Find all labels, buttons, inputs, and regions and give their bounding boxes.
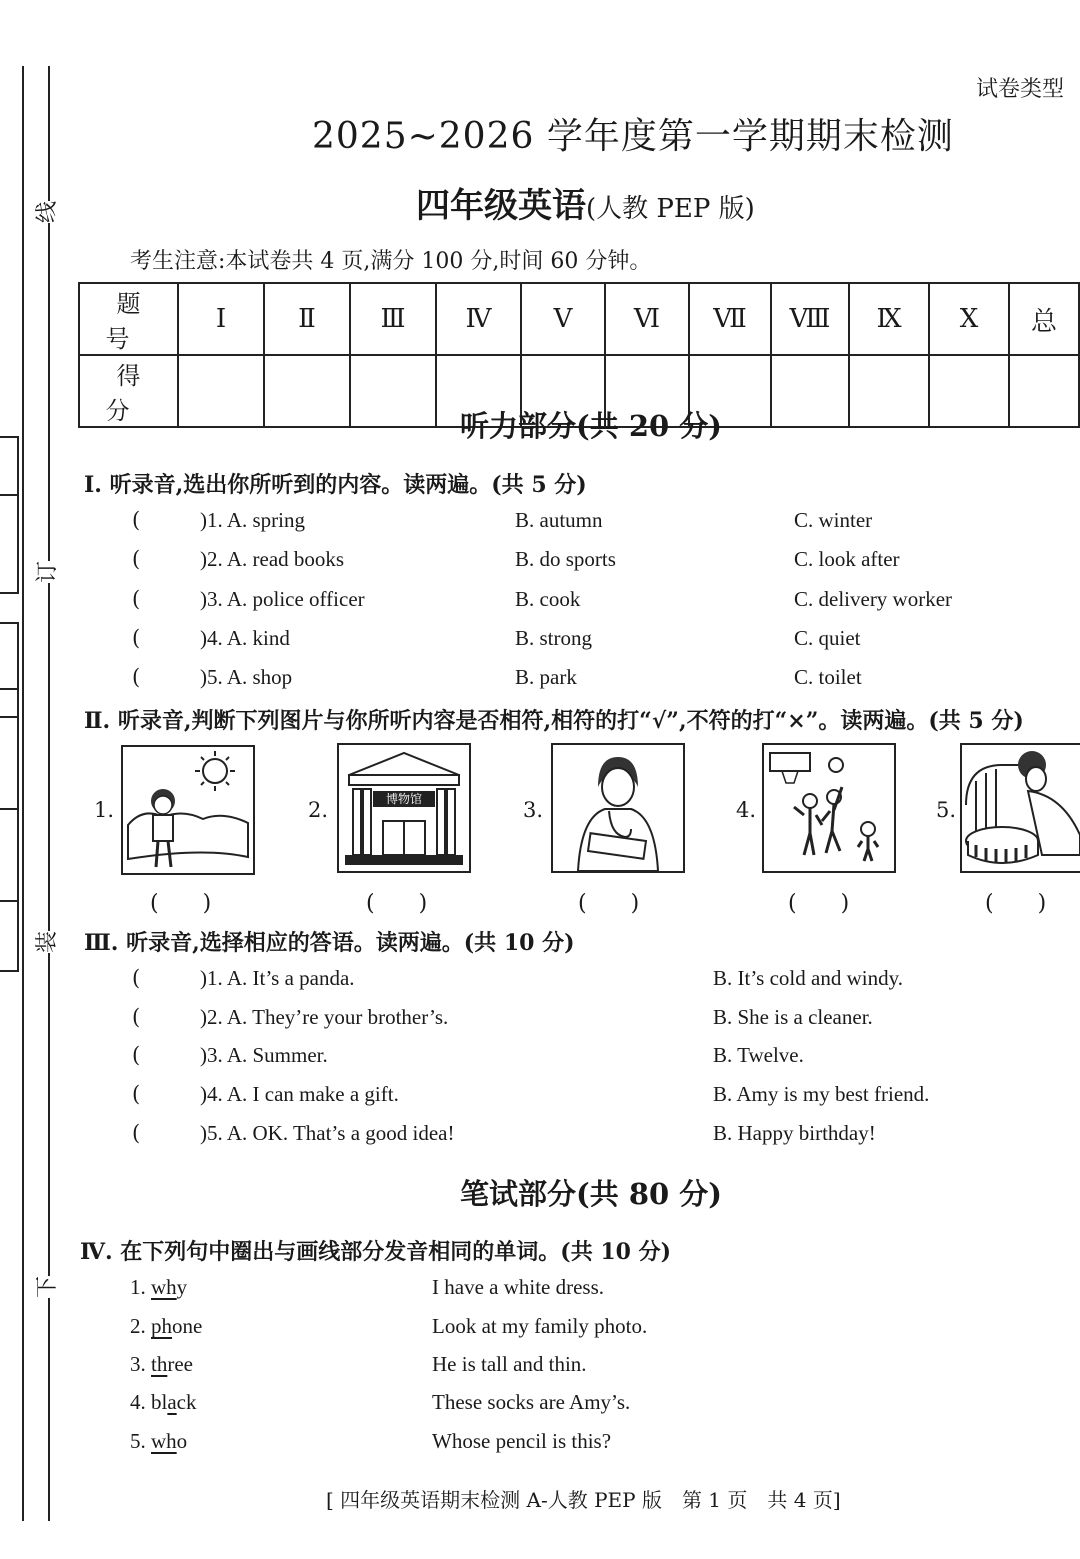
- answer-blank[interactable]: ( ): [578, 891, 640, 916]
- score-col-header: Ⅳ: [436, 283, 521, 355]
- q1-item-b: B. park: [515, 665, 577, 689]
- q1-item-a: )1. A. spring: [200, 508, 305, 532]
- answer-paren: (: [132, 966, 141, 990]
- underlined-letters: ph: [151, 1314, 172, 1338]
- score-table-header-row: [79, 283, 1079, 355]
- q3-item-a: )1. A. It’s a panda.: [200, 966, 355, 990]
- q1-item-b: B. cook: [515, 587, 581, 611]
- margin-box: [0, 622, 19, 692]
- q3-item-b: B. She is a cleaner.: [713, 1005, 873, 1029]
- margin-box: [0, 900, 19, 972]
- picture-number: 1.: [94, 798, 115, 822]
- answer-paren: (: [132, 1043, 141, 1067]
- page-title: 2025~2026 学年度第一学期期末检测: [312, 116, 954, 157]
- q3-item-a: )5. A. OK. That’s a good idea!: [200, 1121, 455, 1145]
- museum-sign: 博物馆: [385, 792, 422, 806]
- score-cell[interactable]: [350, 355, 436, 427]
- score-col-header: Ⅵ: [605, 283, 689, 355]
- listening-section-title: 听力部分(共 20 分): [460, 409, 722, 443]
- exam-type-label: 试卷类型: [976, 77, 1065, 102]
- score-col-total: 总: [1009, 283, 1079, 355]
- q3-item-a: )4. A. I can make a gift.: [200, 1082, 399, 1106]
- underlined-letters: wh: [151, 1275, 177, 1299]
- q1-item-b: B. autumn: [515, 508, 603, 532]
- score-label: 得 分: [79, 355, 178, 427]
- q3-title: Ⅲ. 听录音,选择相应的答语。读两遍。(共 10 分): [84, 930, 575, 956]
- writing-section-title: 笔试部分(共 80 分): [460, 1177, 722, 1211]
- score-cell[interactable]: [929, 355, 1009, 427]
- answer-paren: (: [132, 1082, 141, 1106]
- score-cell[interactable]: [849, 355, 929, 427]
- score-col-header: Ⅹ: [929, 283, 1009, 355]
- margin-line-inner: [48, 66, 50, 1521]
- q4-title: Ⅳ. 在下列句中圈出与画线部分发音相同的单词。(共 10 分): [80, 1239, 672, 1265]
- margin-label-zhuang: 装: [35, 930, 61, 954]
- answer-blank[interactable]: ( ): [788, 891, 850, 916]
- q4-sentence[interactable]: I have a white dress.: [432, 1275, 605, 1299]
- q3-item-a: )2. A. They’re your brother’s.: [200, 1005, 449, 1029]
- score-col-header: Ⅶ: [689, 283, 771, 355]
- doctor-icon: [551, 743, 685, 873]
- q4-word: 1. why: [130, 1275, 188, 1299]
- q1-item-b: B. do sports: [515, 547, 616, 571]
- q4-word: 4. black: [130, 1390, 197, 1414]
- score-col-header: Ⅴ: [521, 283, 605, 355]
- q4-sentence[interactable]: These socks are Amy’s.: [432, 1390, 631, 1414]
- underlined-letters: th: [151, 1352, 168, 1376]
- page-footer: [ 四年级英语期末检测 A-人教 PEP 版 第 1 页 共 4 页]: [326, 1488, 841, 1512]
- edition-label: (人教 PEP 版): [586, 194, 755, 224]
- museum-building-icon: [337, 743, 471, 873]
- q1-item-a: )3. A. police officer: [200, 587, 365, 611]
- q4-word: 5. who: [130, 1429, 188, 1453]
- woman-cooking-icon: [960, 743, 1080, 873]
- q1-item-c: C. winter: [794, 508, 873, 532]
- picture-number: 2.: [308, 798, 329, 822]
- q1-item-c: C. toilet: [794, 665, 862, 689]
- score-cell[interactable]: [264, 355, 350, 427]
- answer-paren: (: [132, 508, 141, 532]
- score-col-header: Ⅸ: [849, 283, 929, 355]
- q4-sentence[interactable]: He is tall and thin.: [432, 1352, 587, 1376]
- q2-title: Ⅱ. 听录音,判断下列图片与你所听内容是否相符,相符的打“√”,不符的打“×”。读两遍。(共 5 分): [84, 708, 1024, 734]
- answer-paren: (: [132, 1121, 141, 1145]
- kids-basketball-icon: [762, 743, 896, 873]
- q1-item-c: C. quiet: [794, 626, 861, 650]
- picture-number: 3.: [523, 798, 544, 822]
- underlined-letters: a: [167, 1390, 177, 1414]
- q4-sentence[interactable]: Look at my family photo.: [432, 1314, 648, 1338]
- picture-number: 4.: [736, 798, 757, 822]
- margin-line-outer: [22, 66, 24, 1521]
- q3-item-a: )3. A. Summer.: [200, 1043, 328, 1067]
- exam-notice: 考生注意:本试卷共 4 页,满分 100 分,时间 60 分钟。: [130, 249, 652, 274]
- subject-title: [416, 178, 755, 227]
- answer-paren: (: [132, 587, 141, 611]
- q1-item-c: C. look after: [794, 547, 900, 571]
- margin-box: [0, 494, 19, 594]
- answer-paren: (: [132, 665, 141, 689]
- score-col-header: Ⅷ: [771, 283, 849, 355]
- underlined-letters: wh: [151, 1429, 177, 1453]
- margin-box: [0, 716, 19, 812]
- q4-word: 3. three: [130, 1352, 193, 1376]
- answer-blank[interactable]: ( ): [366, 891, 428, 916]
- margin-label-ding: 订: [35, 560, 61, 584]
- score-col-header: Ⅲ: [350, 283, 436, 355]
- subject-name: 四年级英语: [416, 186, 586, 226]
- q1-item-a: )4. A. kind: [200, 626, 290, 650]
- q3-item-b: B. Amy is my best friend.: [713, 1082, 930, 1106]
- q1-item-b: B. strong: [515, 626, 593, 650]
- q3-item-b: B. Twelve.: [713, 1043, 804, 1067]
- answer-paren: (: [132, 626, 141, 650]
- margin-label-xian: 线: [35, 200, 61, 224]
- margin-label-xia: 下: [35, 1275, 61, 1299]
- q4-word: 2. phone: [130, 1314, 203, 1338]
- q3-item-b: B. Happy birthday!: [713, 1121, 876, 1145]
- picture-number: 5.: [936, 798, 957, 822]
- question-number-label: 题 号: [79, 283, 178, 355]
- score-col-header: Ⅰ: [178, 283, 264, 355]
- q1-item-c: C. delivery worker: [794, 587, 953, 611]
- margin-box: [0, 808, 19, 904]
- margin-box: [0, 436, 19, 498]
- q3-item-b: B. It’s cold and windy.: [713, 966, 903, 990]
- answer-paren: (: [132, 1005, 141, 1029]
- q1-title: Ⅰ. 听录音,选出你所听到的内容。读两遍。(共 5 分): [84, 472, 587, 498]
- answer-blank[interactable]: ( ): [985, 891, 1047, 916]
- score-cell[interactable]: [1009, 355, 1079, 427]
- boy-sunny-day-icon: [121, 745, 255, 875]
- q1-item-a: )2. A. read books: [200, 547, 345, 571]
- q4-sentence[interactable]: Whose pencil is this?: [432, 1429, 612, 1453]
- score-col-header: Ⅱ: [264, 283, 350, 355]
- score-cell[interactable]: [771, 355, 849, 427]
- q1-item-a: )5. A. shop: [200, 665, 293, 689]
- answer-paren: (: [132, 547, 141, 571]
- answer-blank[interactable]: ( ): [150, 891, 212, 916]
